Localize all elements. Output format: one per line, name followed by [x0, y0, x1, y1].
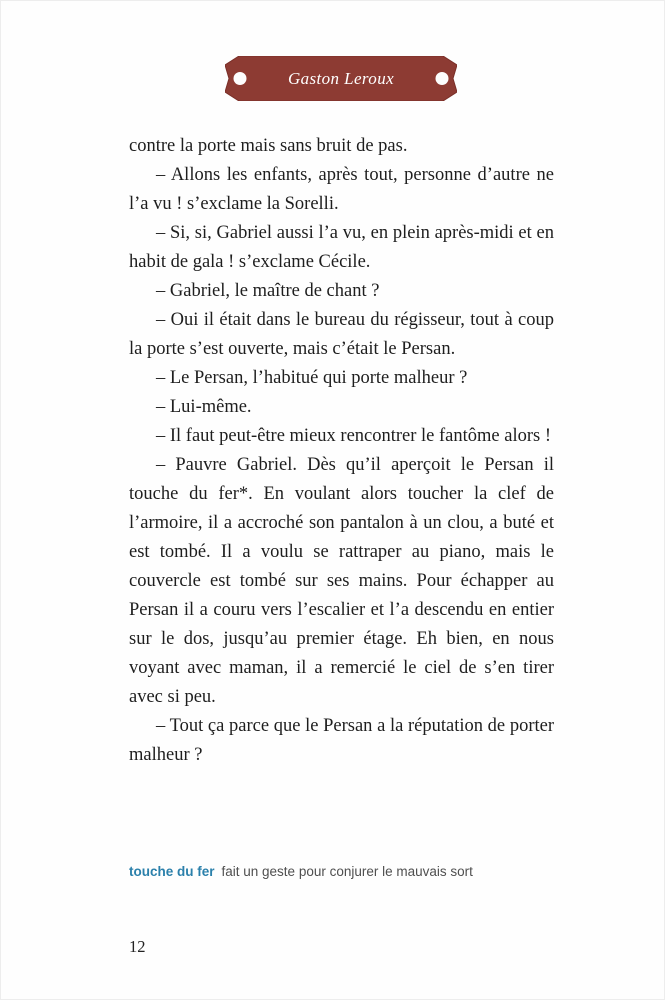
footnote-definition: fait un geste pour conjurer le mauvais sort [221, 864, 473, 879]
paragraph: – Lui-même. [156, 397, 252, 417]
paragraph: – Tout ça parce que le Persan a la réputation de porter malheur ? [129, 716, 554, 765]
author-name: Gaston Leroux [287, 68, 395, 88]
author-banner [225, 56, 457, 101]
paragraph: – Le Persan, l’habitué qui porte malheur ? [156, 368, 468, 388]
page-text [129, 132, 554, 770]
footnote-term: touche du fer [129, 864, 215, 879]
page-number: 12 [129, 937, 146, 956]
paragraph: – Allons les enfants, après tout, personne d’autre ne l’a vu ! s’exclame la Sorelli. [129, 165, 554, 214]
banner-hole-right-icon [436, 72, 449, 85]
footnote [129, 863, 569, 881]
paragraph: – Oui il était dans le bureau du régisseur, tout à coup la porte s’est ouverte, mais c’était le Persan. [129, 310, 554, 359]
paragraph: contre la porte mais sans bruit de pas. [129, 136, 408, 156]
paragraph: – Gabriel, le maître de chant ? [156, 281, 380, 301]
banner-hole-left-icon [234, 72, 247, 85]
paragraph: – Il faut peut-être mieux rencontrer le fantôme alors ! [156, 426, 552, 446]
paragraph: – Pauvre Gabriel. Dès qu’il aperçoit le Persan il touche du fer*. En voulant alors toucher la clef de l’armoire, il a accroché son pantalon à un clou, a buté et est tombé. Il a voulu se rattraper au piano, mais le couvercle est tombé sur ses mains. Pour échapper au Persan il a couru vers l’escalier et l’a descendu en entier sur le dos, jusqu’au premier étage. Eh bien, en nous voyant avec maman, il a remercié le ciel de s’en tirer avec si peu. [129, 455, 554, 707]
paragraph: – Si, si, Gabriel aussi l’a vu, en plein après-midi et en habit de gala ! s’exclame Cécile. [129, 223, 554, 272]
